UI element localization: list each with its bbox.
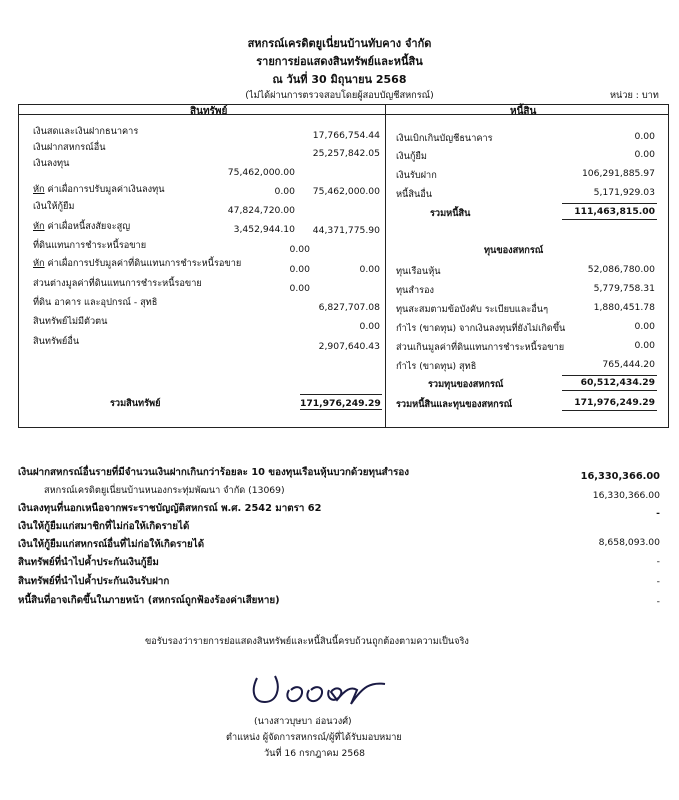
report-date: ณ วันที่ 30 มิถุนายน 2568 <box>272 73 407 86</box>
equity-label: ทุนสำรอง <box>396 285 435 296</box>
equity-total-rule <box>562 375 657 376</box>
equity-value: 765,444.20 <box>602 359 655 370</box>
liability-value: 5,171,929.03 <box>593 187 655 198</box>
org-name: สหกรณ์เครดิตยูเนี่ยนบ้านทับคาง จำกัด <box>247 37 432 50</box>
note-label: เงินลงทุนที่นอกเหนือจากพระราชบัญญัติสหกรณ์ พ.ศ. 2542 มาตรา 62 <box>18 503 322 514</box>
asset-sub: 75,462,000.00 <box>227 167 295 178</box>
report-title: รายการย่อแสดงสินทรัพย์และหนี้สิน <box>256 55 423 68</box>
note-value: - <box>656 596 660 607</box>
asset-label: ส่วนต่างมูลค่าที่ดินแทนการชำระหนี้รอขาย <box>33 278 202 289</box>
equity-heading: ทุนของสหกรณ์ <box>484 245 544 256</box>
asset-label <box>33 182 165 197</box>
note-label: สินทรัพย์ที่นำไปค้ำประกันเงินรับฝาก <box>18 576 170 587</box>
asset-label: สินทรัพย์อื่น <box>33 336 80 347</box>
asset-total: 2,907,640.43 <box>318 341 380 352</box>
liability-label: หนี้สินอื่น <box>396 189 433 200</box>
grand-total-value: 171,976,249.29 <box>574 397 655 408</box>
header-divider <box>18 114 668 115</box>
asset-sub: 3,452,944.10 <box>233 224 295 235</box>
note-value: 16,330,366.00 <box>592 490 660 501</box>
asset-sub: 0.00 <box>289 264 310 275</box>
asset-total: 25,257,842.05 <box>312 148 380 159</box>
liability-value: 0.00 <box>634 131 655 142</box>
asset-sub: 47,824,720.00 <box>227 205 295 216</box>
note-value: - <box>656 508 660 519</box>
less-prefix: หัก <box>33 184 45 195</box>
asset-sub: 0.00 <box>289 244 310 255</box>
note-value: 16,330,366.00 <box>580 471 660 482</box>
asset-total: 17,766,754.44 <box>312 130 380 141</box>
liability-value: 0.00 <box>634 149 655 160</box>
note-label: สหกรณ์เครดิตยูเนี่ยนบ้านหนองกระทุ่มพัฒนา จำกัด (13069) <box>44 485 285 496</box>
grand-total-label: รวมหนี้สินและทุนของสหกรณ์ <box>396 399 513 410</box>
equity-value: 0.00 <box>634 340 655 351</box>
asset-total: 44,371,775.90 <box>312 225 380 236</box>
liabilities-total-underline <box>562 219 657 220</box>
note-label: สินทรัพย์ที่นำไปค้ำประกันเงินกู้ยืม <box>18 557 159 568</box>
equity-label: ส่วนเกินมูลค่าที่ดินแทนการชำระหนี้รอขาย <box>396 342 565 353</box>
asset-label: ที่ดิน อาคาร และอุปกรณ์ - สุทธิ <box>33 297 158 308</box>
note-label: หนี้สินที่อาจเกิดขึ้นในภายหน้า (สหกรณ์ถูกฟ้องร้องค่าเสียหาย) <box>18 595 280 606</box>
equity-value: 1,880,451.78 <box>593 302 655 313</box>
equity-value: 5,779,758.31 <box>593 283 655 294</box>
grand-total-underline <box>562 410 657 411</box>
asset-total: 6,827,707.08 <box>318 302 380 313</box>
asset-total: 0.00 <box>289 283 310 294</box>
less-prefix: หัก <box>33 221 45 232</box>
note-label: เงินให้กู้ยืมแก่สมาชิกที่ไม่ก่อให้เกิดรายได้ <box>18 521 190 532</box>
less-prefix: หัก <box>33 258 45 269</box>
assets-total-value: 171,976,249.29 <box>300 398 381 409</box>
column-divider <box>385 104 386 427</box>
liability-value: 106,291,885.97 <box>581 168 655 179</box>
assets-total-underline <box>300 409 382 410</box>
asset-total: 0.00 <box>359 264 380 275</box>
equity-label: ทุนเรือนหุ้น <box>396 266 441 277</box>
liability-label: เงินเบิกเกินบัญชีธนาคาร <box>396 133 493 144</box>
assets-total-label: รวมสินทรัพย์ <box>110 398 161 409</box>
liability-label: เงินกู้ยืม <box>396 151 427 162</box>
equity-label: กำไร (ขาดทุน) จากเงินลงทุนที่ยังไม่เกิดขึ้น <box>396 323 566 334</box>
asset-label: เงินฝากสหกรณ์อื่น <box>33 142 106 153</box>
asset-label: ที่ดินแทนการชำระหนี้รอขาย <box>33 240 147 251</box>
certification-text: ขอรับรองว่ารายการย่อแสดงสินทรัพย์และหนี้สินนี้ครบถ้วนถูกต้องตามความเป็นจริง <box>145 636 469 647</box>
liabilities-total-label: รวมหนี้สิน <box>430 208 471 219</box>
asset-label-text: ค่าเผื่อหนี้สงสัยจะสูญ <box>44 221 131 232</box>
asset-total: 0.00 <box>359 321 380 332</box>
asset-label <box>33 219 130 234</box>
asset-label-text: ค่าเผื่อการปรับมูลค่าเงินลงทุน <box>44 184 165 195</box>
signer-name: (นางสาวบุษบา อ่อนวงศ์) <box>254 716 352 727</box>
equity-total-value: 60,512,434.29 <box>580 377 655 388</box>
equity-value: 0.00 <box>634 321 655 332</box>
equity-total-label: รวมทุนของสหกรณ์ <box>428 379 504 390</box>
liabilities-total-rule <box>562 203 657 204</box>
asset-sub: 0.00 <box>274 186 295 197</box>
equity-label: กำไร (ขาดทุน) สุทธิ <box>396 361 477 372</box>
asset-total: 75,462,000.00 <box>312 186 380 197</box>
assets-heading: สินทรัพย์ <box>190 106 228 117</box>
note-value: 8,658,093.00 <box>598 537 660 548</box>
signer-position: ตำแหน่ง ผู้จัดการสหกรณ์/ผู้ที่ได้รับมอบหมาย <box>226 732 402 743</box>
equity-label: ทุนสะสมตามข้อบังคับ ระเบียบและอื่นๆ <box>396 304 549 315</box>
note-value: - <box>656 576 660 587</box>
note-label: เงินให้กู้ยืมแก่สหกรณ์อื่นที่ไม่ก่อให้เกิดรายได้ <box>18 539 205 550</box>
equity-value: 52,086,780.00 <box>587 264 655 275</box>
note-value: - <box>656 556 660 567</box>
asset-label-text: ค่าเผื่อการปรับมูลค่าที่ดินแทนการชำระหนี้รอขาย <box>44 258 242 269</box>
assets-total-rule <box>300 394 382 395</box>
audit-note: (ไม่ได้ผ่านการตรวจสอบโดยผู้สอบบัญชีสหกรณ์) <box>245 90 434 101</box>
liabilities-heading: หนี้สิน <box>510 106 537 117</box>
signature-image <box>245 660 395 712</box>
signature-date: วันที่ 16 กรกฎาคม 2568 <box>264 748 365 759</box>
unit-label: หน่วย : บาท <box>610 90 659 101</box>
asset-label <box>33 256 241 271</box>
equity-total-underline <box>562 390 657 391</box>
asset-label: เงินลงทุน <box>33 158 70 169</box>
asset-label: เงินให้กู้ยืม <box>33 201 75 212</box>
note-label: เงินฝากสหกรณ์อื่นรายที่มีจำนวนเงินฝากเกินกว่าร้อยละ 10 ของทุนเรือนหุ้นบวกด้วยทุนสำรอง <box>18 467 410 478</box>
liabilities-total-value: 111,463,815.00 <box>574 206 655 217</box>
asset-label: สินทรัพย์ไม่มีตัวตน <box>33 316 108 327</box>
asset-label: เงินสดและเงินฝากธนาคาร <box>33 126 139 137</box>
liability-label: เงินรับฝาก <box>396 170 437 181</box>
